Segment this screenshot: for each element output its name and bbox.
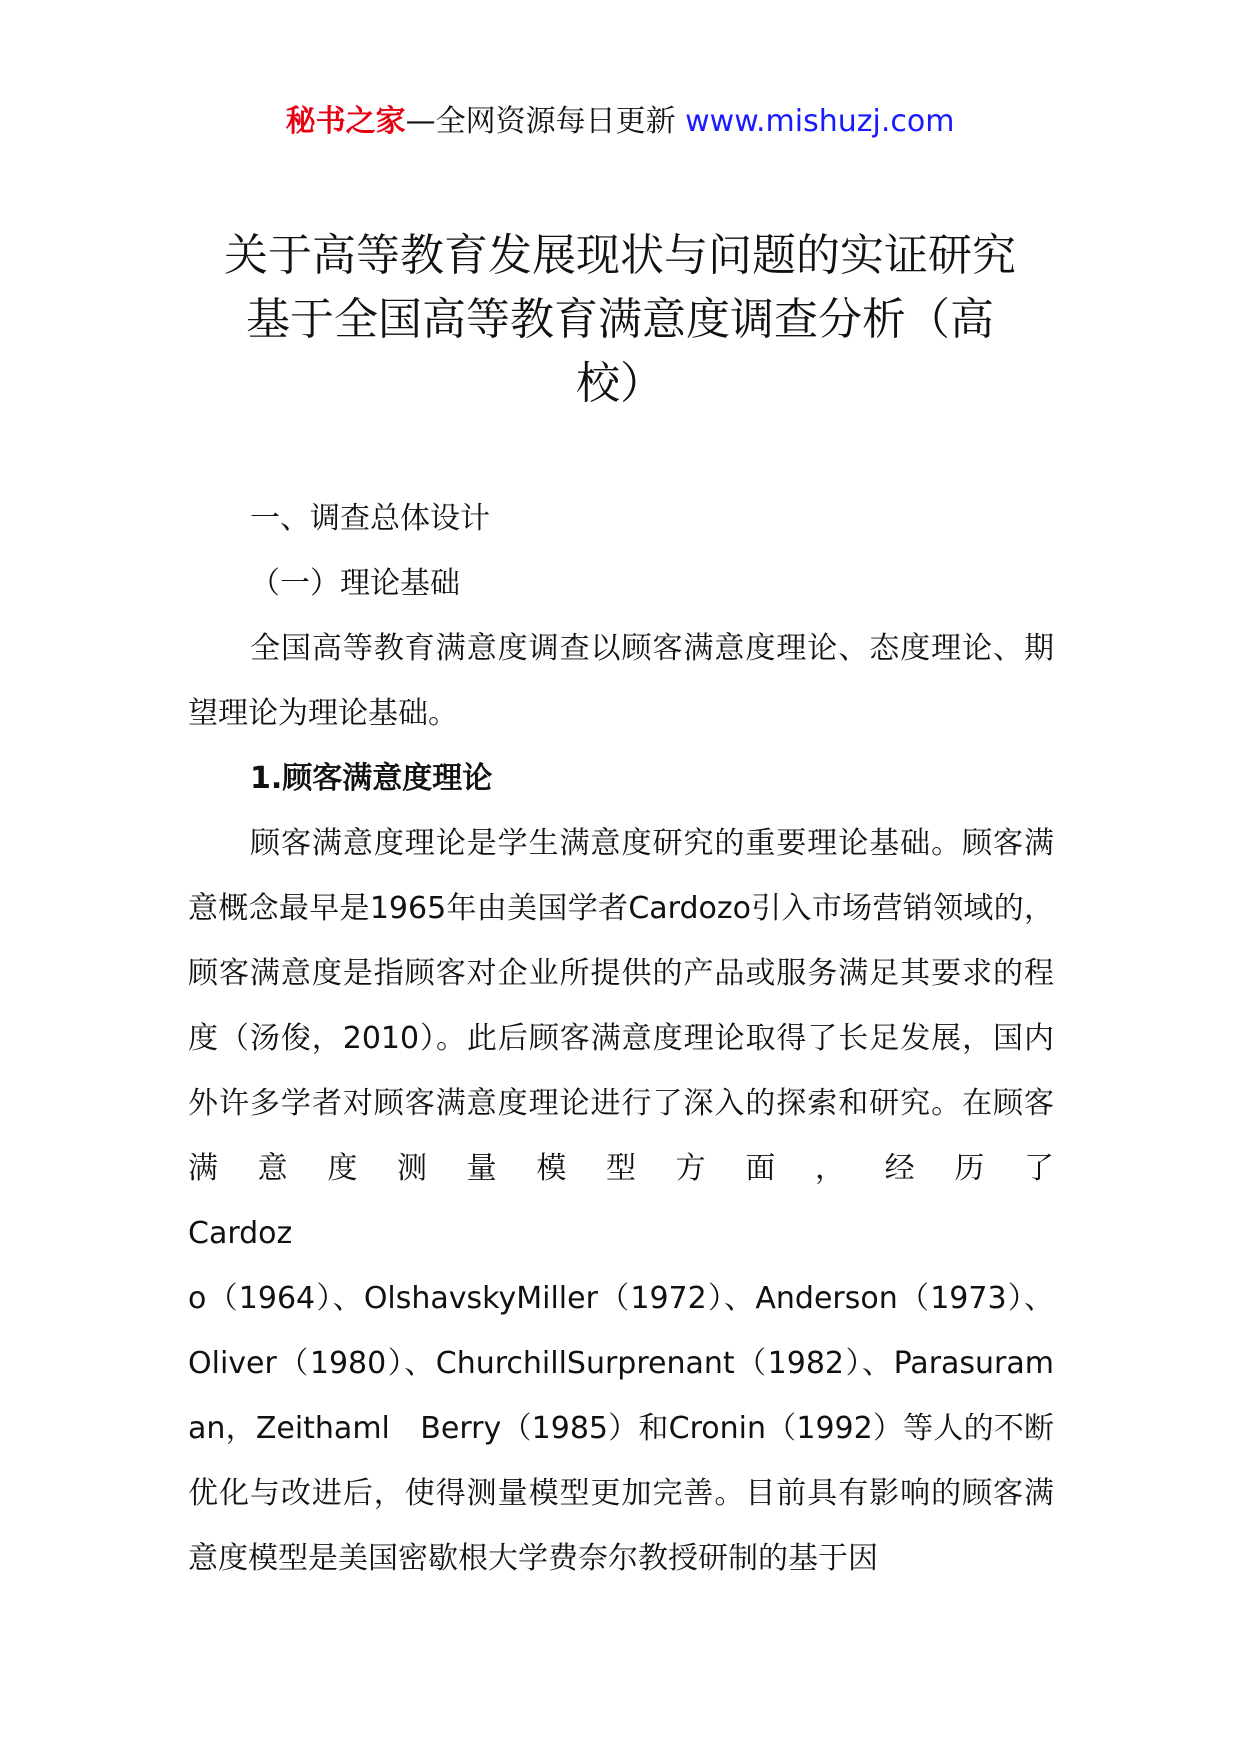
title-line-2: 基于全国高等教育满意度调查分析（高 [246, 294, 994, 345]
paragraph-theory-basis: 全国高等教育满意度调查以顾客满意度理论、态度理论、期望理论为理论基础。 [188, 631, 1054, 731]
document-title [190, 224, 1050, 416]
site-brand: 秘书之家 [285, 104, 406, 139]
section-heading: 一、调查总体设计 [250, 501, 490, 536]
subheading-customer-satisfaction: 1.顾客满意度理论 [250, 761, 493, 796]
paragraph-models: o（1964）、OlshavskyMiller（1972）、Anderson（1973）、Oliver（1980）、ChurchillSurprenant（1982）、Parasuraman，Zeithaml Berry（1985）和Cronin（1992）等人的不断优化与改进后，使得测量模型更加完善。目前具有影响的顾客满意度模型是美国密歇根大学费奈尔教授研制的基于因 [188, 1281, 1054, 1576]
site-url-link[interactable]: www.mishuzj.com [685, 104, 955, 139]
document-body [188, 486, 1054, 1591]
subsection-heading: （一）理论基础 [250, 566, 460, 601]
title-line-3: 校） [576, 358, 664, 409]
paragraph-fragment: Cardoz [188, 1216, 293, 1251]
site-tagline: —全网资源每日更新 [405, 104, 686, 139]
site-header [0, 100, 1240, 144]
paragraph-customer-satisfaction: 顾客满意度理论是学生满意度研究的重要理论基础。顾客满意概念最早是1965年由美国学者Cardozo引入市场营销领域的，顾客满意度是指顾客对企业所提供的产品或服务满足其要求的程度（汤俊，2010）。此后顾客满意度理论取得了长足发展，国内外许多学者对顾客满意度理论进行了深入的探索和研究。在顾客满意度测量模型方面，经历了 [188, 826, 1054, 1186]
title-line-1: 关于高等教育发展现状与问题的实证研究 [224, 230, 1016, 281]
